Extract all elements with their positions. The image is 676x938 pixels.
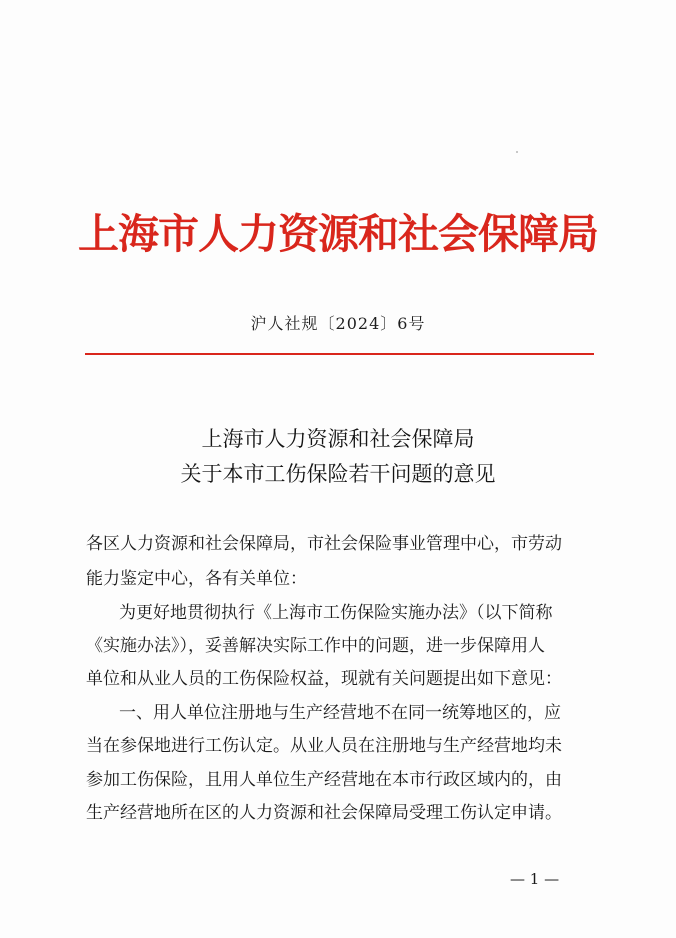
body-line-addressees-2: 能力鉴定中心，各有关单位： — [86, 569, 307, 589]
body-line-item1-2: 当在参保地进行工伤认定。从业人员在注册地与生产经营地均未 — [86, 736, 562, 756]
document-title-line-2: 关于本市工伤保险若干问题的意见 — [180, 462, 496, 486]
red-divider-line — [85, 353, 594, 355]
document-title-line-1: 上海市人力资源和社会保障局 — [201, 427, 475, 451]
body-line-item1-3: 参加工伤保险，且用人单位生产经营地在本市行政区域内的，由 — [86, 770, 562, 790]
body-line-intro-1: 为更好地贯彻执行《上海市工伤保险实施办法》（以下简称 — [119, 603, 553, 623]
body-line-intro-2: 《实施办法》），妥善解决实际工作中的问题，进一步保障用人 — [86, 636, 545, 656]
scan-speck — [516, 151, 518, 153]
body-line-item1-4: 生产经营地所在区的人力资源和社会保障局受理工伤认定申请。 — [86, 803, 562, 823]
body-line-intro-3: 单位和从业人员的工伤保险权益，现就有关问题提出如下意见： — [86, 669, 562, 689]
page-number: — 1 — — [510, 870, 560, 888]
document-number: 沪人社规〔2024〕6号 — [250, 314, 426, 333]
body-line-item1-1: 一、用人单位注册地与生产经营地不在同一统筹地区的，应 — [119, 703, 561, 723]
body-line-addressees-1: 各区人力资源和社会保障局，市社会保险事业管理中心，市劳动 — [86, 534, 562, 554]
issuing-authority-header: 上海市人力资源和社会保障局 — [78, 210, 598, 258]
